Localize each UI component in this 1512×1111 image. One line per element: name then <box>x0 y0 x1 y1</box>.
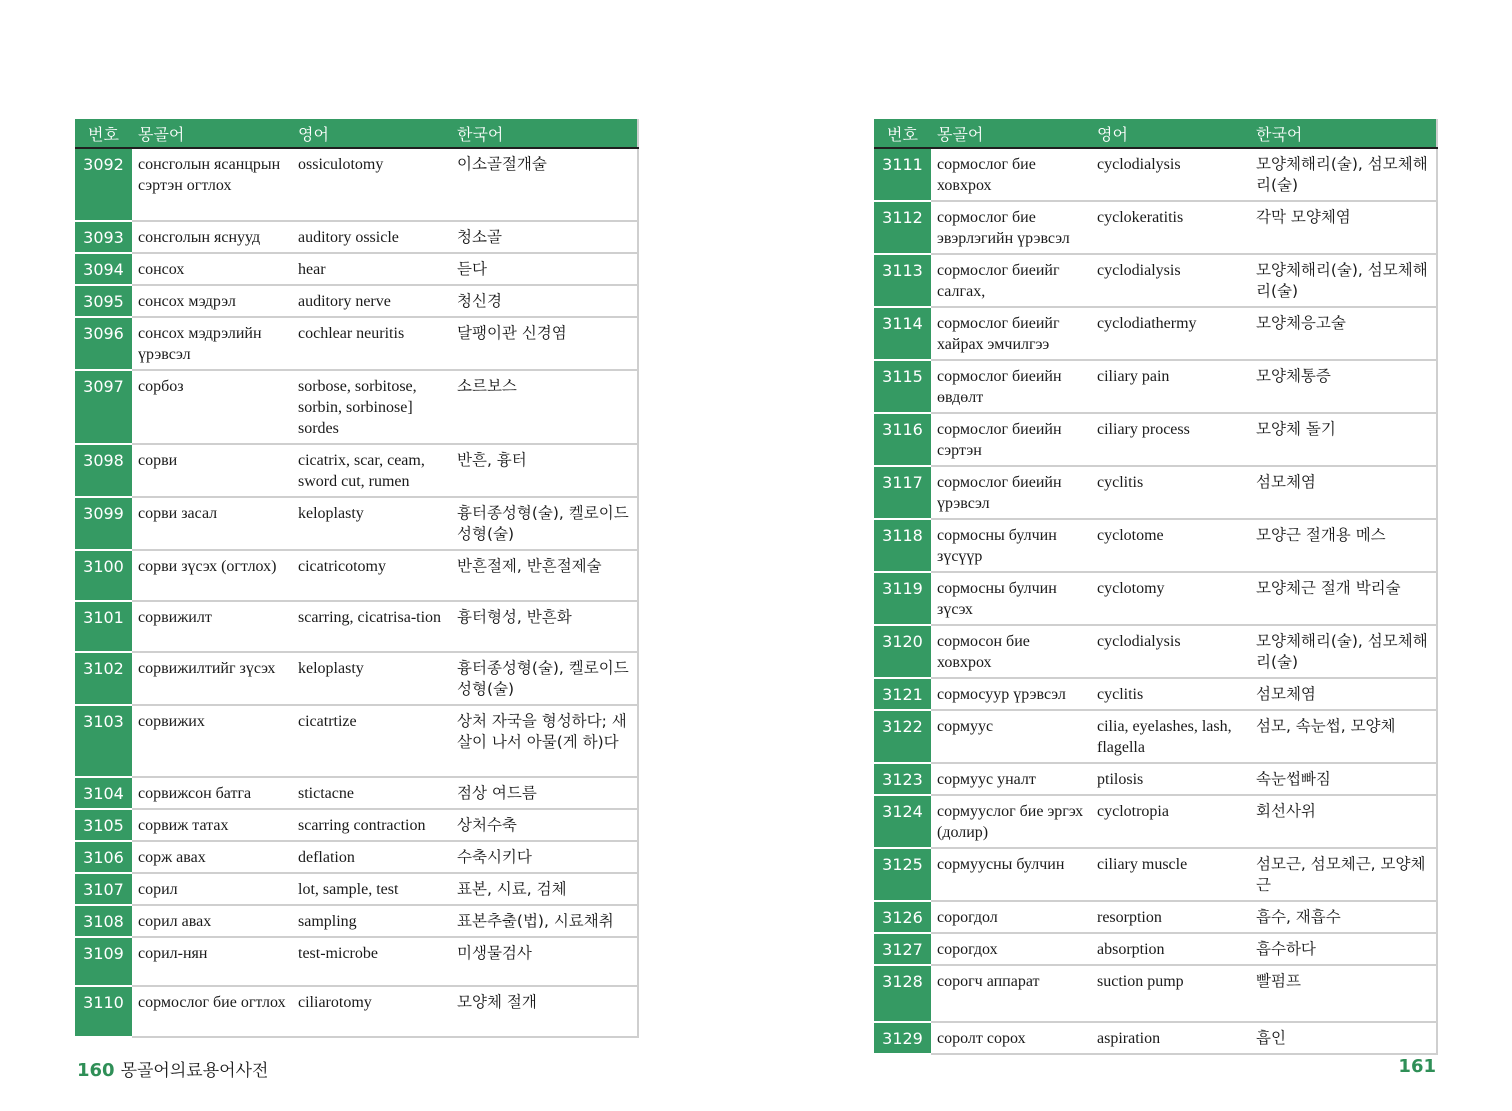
entry-number: 3128 <box>874 965 931 1022</box>
korean-term: 섬모근, 섬모체근, 모양체근 <box>1250 848 1437 901</box>
english-term: resorption <box>1091 901 1250 933</box>
entry-number: 3094 <box>75 253 132 285</box>
mongolian-term: сормослог биеийн үрэвсэл <box>931 466 1091 519</box>
table-row <box>874 413 1437 466</box>
table-row <box>75 253 638 285</box>
table-row <box>874 763 1437 795</box>
table-row <box>874 625 1437 678</box>
entry-number: 3097 <box>75 370 132 444</box>
entry-number: 3095 <box>75 285 132 317</box>
table-row <box>75 705 638 777</box>
korean-term: 흉터형성, 반흔화 <box>451 601 638 652</box>
header-english: 영어 <box>1091 119 1250 148</box>
entry-number: 3092 <box>75 148 132 221</box>
mongolian-term: сорил авах <box>132 905 292 937</box>
english-term: cochlear neuritis <box>292 317 451 370</box>
table-row <box>75 497 638 550</box>
table-row <box>75 652 638 705</box>
header-korean: 한국어 <box>451 119 638 148</box>
left-dictionary-table <box>75 119 639 1038</box>
table-row <box>75 317 638 370</box>
mongolian-term: сорил-нян <box>132 937 292 986</box>
english-term: auditory nerve <box>292 285 451 317</box>
korean-term: 모양체해리(술), 섬모체해리(술) <box>1250 148 1437 201</box>
footer-left <box>77 1056 268 1081</box>
english-term: lot, sample, test <box>292 873 451 905</box>
entry-number: 3119 <box>874 572 931 625</box>
table-row <box>874 572 1437 625</box>
mongolian-term: сорбоз <box>132 370 292 444</box>
entry-number: 3113 <box>874 254 931 307</box>
english-term: ciliary process <box>1091 413 1250 466</box>
entry-number: 3105 <box>75 809 132 841</box>
mongolian-term: сормослог биеийн өвдөлт <box>931 360 1091 413</box>
entry-number: 3111 <box>874 148 931 201</box>
english-term: cyclodialysis <box>1091 254 1250 307</box>
mongolian-term: сормуус уналт <box>931 763 1091 795</box>
english-term: cyclotome <box>1091 519 1250 572</box>
entry-number: 3112 <box>874 201 931 254</box>
table-row <box>75 148 638 221</box>
korean-term: 소르보스 <box>451 370 638 444</box>
entry-number: 3122 <box>874 710 931 763</box>
page-number-left: 160 <box>77 1060 115 1081</box>
english-term: cyclitis <box>1091 466 1250 519</box>
header-english: 영어 <box>292 119 451 148</box>
entry-number: 3109 <box>75 937 132 986</box>
english-term: ossiculotomy <box>292 148 451 221</box>
korean-term: 흉터종성형(술), 켈로이드성형(술) <box>451 497 638 550</box>
entry-number: 3101 <box>75 601 132 652</box>
korean-term: 듣다 <box>451 253 638 285</box>
entry-number: 3104 <box>75 777 132 809</box>
english-term: cyclodialysis <box>1091 148 1250 201</box>
entry-number: 3117 <box>874 466 931 519</box>
english-term: auditory ossicle <box>292 221 451 253</box>
korean-term: 빨펌프 <box>1250 965 1437 1022</box>
mongolian-term: сонсголын ясанцрын сэртэн огтлох <box>132 148 292 221</box>
korean-term: 흡수, 재흡수 <box>1250 901 1437 933</box>
mongolian-term: сорогч аппарат <box>931 965 1091 1022</box>
korean-term: 표본, 시료, 검체 <box>451 873 638 905</box>
entry-number: 3118 <box>874 519 931 572</box>
mongolian-term: сормуусны булчин <box>931 848 1091 901</box>
table-row <box>874 965 1437 1022</box>
left-table-header <box>75 119 638 148</box>
mongolian-term: соролт сорох <box>931 1022 1091 1054</box>
entry-number: 3114 <box>874 307 931 360</box>
mongolian-term: сормосон бие ховхрох <box>931 625 1091 678</box>
english-term: cicatricotomy <box>292 550 451 601</box>
entry-number: 3096 <box>75 317 132 370</box>
table-row <box>874 933 1437 965</box>
right-table-header <box>874 119 1437 148</box>
table-row <box>874 795 1437 848</box>
korean-term: 흡인 <box>1250 1022 1437 1054</box>
entry-number: 3110 <box>75 986 132 1037</box>
mongolian-term: сормосны булчин зүсэх <box>931 572 1091 625</box>
english-term: ciliarotomy <box>292 986 451 1037</box>
mongolian-term: сорвижих <box>132 705 292 777</box>
english-term: test-microbe <box>292 937 451 986</box>
english-term: scarring contraction <box>292 809 451 841</box>
korean-term: 반흔절제, 반흔절제술 <box>451 550 638 601</box>
korean-term: 청신경 <box>451 285 638 317</box>
table-row <box>75 285 638 317</box>
header-korean: 한국어 <box>1250 119 1437 148</box>
entry-number: 3103 <box>75 705 132 777</box>
korean-term: 상처 자국을 형성하다; 새살이 나서 아물(게 하)다 <box>451 705 638 777</box>
korean-term: 흡수하다 <box>1250 933 1437 965</box>
mongolian-term: сорвиж татах <box>132 809 292 841</box>
english-term: absorption <box>1091 933 1250 965</box>
korean-term: 흉터종성형(술), 켈로이드성형(술) <box>451 652 638 705</box>
korean-term: 모양체근 절개 박리술 <box>1250 572 1437 625</box>
english-term: ciliary muscle <box>1091 848 1250 901</box>
english-term: cyclotropia <box>1091 795 1250 848</box>
english-term: cilia, eyelashes, lash, flagella <box>1091 710 1250 763</box>
mongolian-term: сорвижилтийг зүсэх <box>132 652 292 705</box>
korean-term: 섬모, 속눈썹, 모양체 <box>1250 710 1437 763</box>
table-row <box>75 873 638 905</box>
english-term: cyclitis <box>1091 678 1250 710</box>
korean-term: 모양체응고술 <box>1250 307 1437 360</box>
page-number-right: 161 <box>1398 1056 1436 1077</box>
english-term: cicatrtize <box>292 705 451 777</box>
korean-term: 상처수축 <box>451 809 638 841</box>
korean-term: 청소골 <box>451 221 638 253</box>
table-row <box>874 848 1437 901</box>
english-term: cicatrix, scar, ceam, sword cut, rumen <box>292 444 451 497</box>
entry-number: 3099 <box>75 497 132 550</box>
table-row <box>75 905 638 937</box>
mongolian-term: сорвижсон батга <box>132 777 292 809</box>
korean-term: 수축시키다 <box>451 841 638 873</box>
entry-number: 3124 <box>874 795 931 848</box>
table-row <box>75 444 638 497</box>
korean-term: 속눈썹빠짐 <box>1250 763 1437 795</box>
header-mongolian: 몽골어 <box>931 119 1091 148</box>
table-row <box>874 148 1437 201</box>
english-term: cyclodiathermy <box>1091 307 1250 360</box>
entry-number: 3126 <box>874 901 931 933</box>
mongolian-term: сорил <box>132 873 292 905</box>
english-term: cyclotomy <box>1091 572 1250 625</box>
entry-number: 3107 <box>75 873 132 905</box>
table-row <box>874 519 1437 572</box>
mongolian-term: сормослог биеийн сэртэн <box>931 413 1091 466</box>
right-dictionary-table <box>874 119 1438 1055</box>
table-row <box>874 1022 1437 1054</box>
header-mongolian: 몽골어 <box>132 119 292 148</box>
english-term: hear <box>292 253 451 285</box>
entry-number: 3127 <box>874 933 931 965</box>
mongolian-term: сорви засал <box>132 497 292 550</box>
table-row <box>75 550 638 601</box>
mongolian-term: сорви <box>132 444 292 497</box>
mongolian-term: сорж авах <box>132 841 292 873</box>
entry-number: 3120 <box>874 625 931 678</box>
table-row <box>75 809 638 841</box>
entry-number: 3102 <box>75 652 132 705</box>
english-term: keloplasty <box>292 497 451 550</box>
mongolian-term: сормослог бие ховхрох <box>931 148 1091 201</box>
mongolian-term: сорвижилт <box>132 601 292 652</box>
english-term: cyclodialysis <box>1091 625 1250 678</box>
table-row <box>874 901 1437 933</box>
mongolian-term: сорви зүсэх (огтлох) <box>132 550 292 601</box>
korean-term: 모양체해리(술), 섬모체해리(술) <box>1250 625 1437 678</box>
korean-term: 모양체통증 <box>1250 360 1437 413</box>
table-row <box>75 601 638 652</box>
korean-term: 섬모체염 <box>1250 466 1437 519</box>
english-term: scarring, cicatrisa-tion <box>292 601 451 652</box>
table-row <box>75 777 638 809</box>
table-row <box>874 678 1437 710</box>
table-row <box>75 841 638 873</box>
entry-number: 3106 <box>75 841 132 873</box>
table-row <box>75 221 638 253</box>
english-term: aspiration <box>1091 1022 1250 1054</box>
mongolian-term: сонсох мэдрэл <box>132 285 292 317</box>
korean-term: 미생물검사 <box>451 937 638 986</box>
header-number: 번호 <box>874 119 931 148</box>
mongolian-term: сормослог биеийг салгах, <box>931 254 1091 307</box>
korean-term: 각막 모양체염 <box>1250 201 1437 254</box>
mongolian-term: сормосуур үрэвсэл <box>931 678 1091 710</box>
table-row <box>874 360 1437 413</box>
english-term: ciliary pain <box>1091 360 1250 413</box>
english-term: suction pump <box>1091 965 1250 1022</box>
table-row <box>874 254 1437 307</box>
korean-term: 표본추출(법), 시료채취 <box>451 905 638 937</box>
table-row <box>874 307 1437 360</box>
korean-term: 달팽이관 신경염 <box>451 317 638 370</box>
entry-number: 3129 <box>874 1022 931 1054</box>
table-row <box>874 466 1437 519</box>
english-term: ptilosis <box>1091 763 1250 795</box>
header-number: 번호 <box>75 119 132 148</box>
mongolian-term: сормууслог бие эргэх (долир) <box>931 795 1091 848</box>
korean-term: 모양체 절개 <box>451 986 638 1037</box>
table-row <box>75 370 638 444</box>
entry-number: 3098 <box>75 444 132 497</box>
entry-number: 3125 <box>874 848 931 901</box>
korean-term: 회선사위 <box>1250 795 1437 848</box>
mongolian-term: сормослог бие огтлох <box>132 986 292 1037</box>
mongolian-term: сормослог биеийг хайрах эмчилгээ <box>931 307 1091 360</box>
english-term: stictacne <box>292 777 451 809</box>
mongolian-term: сормосны булчин зүсүүр <box>931 519 1091 572</box>
korean-term: 모양체 돌기 <box>1250 413 1437 466</box>
korean-term: 모양체해리(술), 섬모체해리(술) <box>1250 254 1437 307</box>
entry-number: 3115 <box>874 360 931 413</box>
table-row <box>874 201 1437 254</box>
korean-term: 반흔, 흉터 <box>451 444 638 497</box>
footer-right <box>1398 1056 1436 1077</box>
english-term: cyclokeratitis <box>1091 201 1250 254</box>
korean-term: 점상 여드름 <box>451 777 638 809</box>
korean-term: 이소골절개술 <box>451 148 638 221</box>
entry-number: 3121 <box>874 678 931 710</box>
table-row <box>75 937 638 986</box>
entry-number: 3108 <box>75 905 132 937</box>
entry-number: 3100 <box>75 550 132 601</box>
korean-term: 모양근 절개용 메스 <box>1250 519 1437 572</box>
book-title: 몽골어의료용어사전 <box>120 1061 269 1081</box>
mongolian-term: сонсох <box>132 253 292 285</box>
english-term: keloplasty <box>292 652 451 705</box>
table-row <box>75 986 638 1037</box>
entry-number: 3116 <box>874 413 931 466</box>
mongolian-term: сорогдол <box>931 901 1091 933</box>
mongolian-term: сонсох мэдрэлийн үрэвсэл <box>132 317 292 370</box>
mongolian-term: сорогдох <box>931 933 1091 965</box>
mongolian-term: сонсголын яснууд <box>132 221 292 253</box>
english-term: sampling <box>292 905 451 937</box>
english-term: sorbose, sorbitose, sorbin, sorbinose] sordes <box>292 370 451 444</box>
entry-number: 3123 <box>874 763 931 795</box>
mongolian-term: сормослог бие эвэрлэгийн үрэвсэл <box>931 201 1091 254</box>
korean-term: 섬모체염 <box>1250 678 1437 710</box>
entry-number: 3093 <box>75 221 132 253</box>
english-term: deflation <box>292 841 451 873</box>
table-row <box>874 710 1437 763</box>
mongolian-term: сормуус <box>931 710 1091 763</box>
